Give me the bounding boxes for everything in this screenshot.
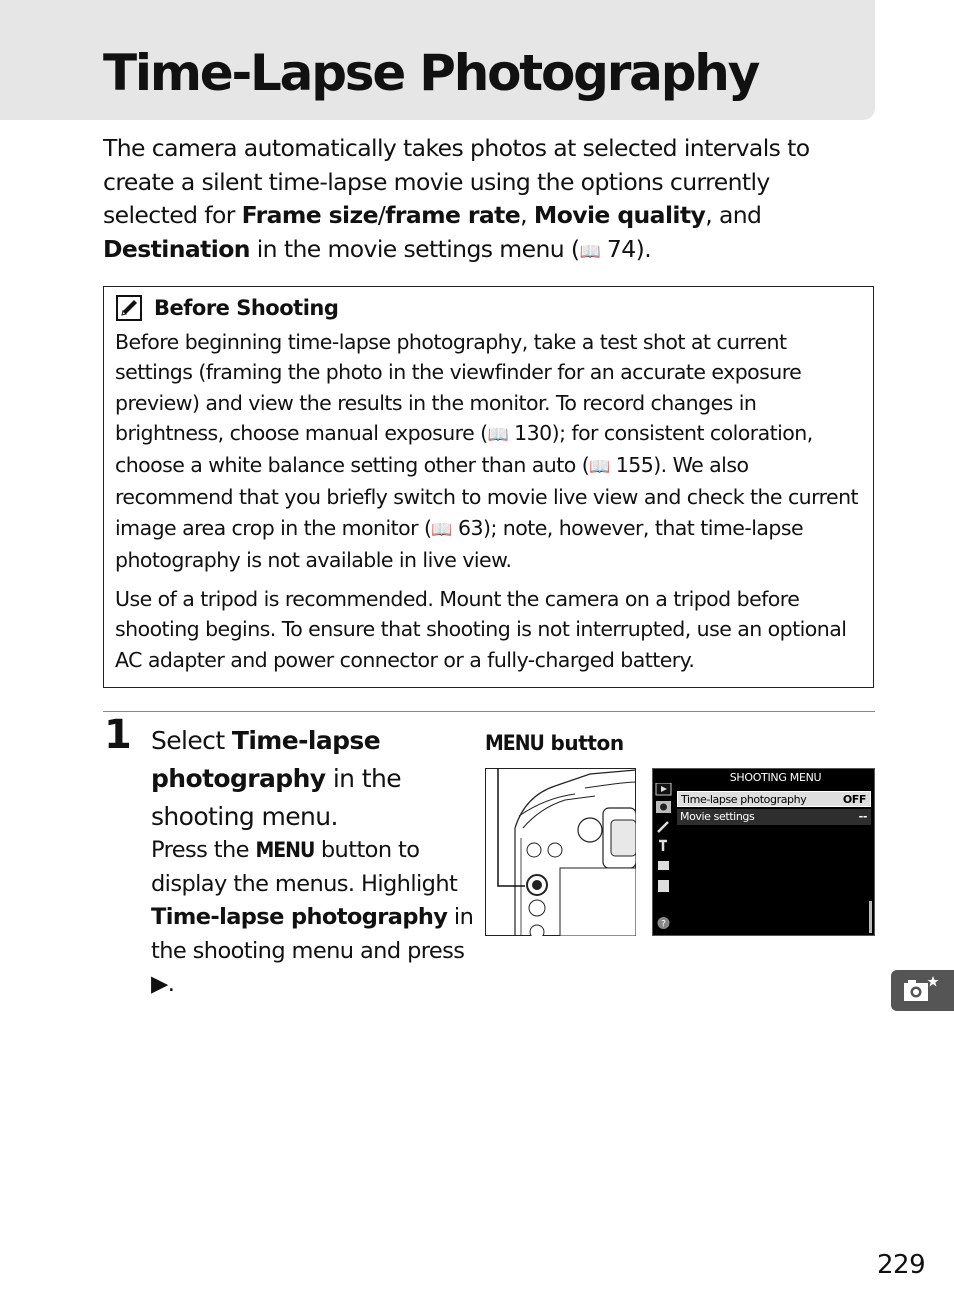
book-icon: 📖 [431, 519, 453, 540]
menu-item-time-lapse-photography[interactable]: Time-lapse photography OFF [677, 791, 871, 807]
menu-button-glyph: MENU [255, 838, 315, 862]
step-number: 1 [104, 712, 132, 758]
note-paragraph-1: Before beginning time-lapse photography, take a test shot at current settings (framing the photo in the viewfinder for an accurate exposure preview) and view the results in the monitor. To record changes in brightness, choose manual exposure (📖 130); for consistent coloration, choose a white balance setting other than auto (📖 155). We also recommend that you briefly switch to movie live view and check the current image area crop in the monitor (📖 63); note, however, that time-lapse photography is not available in live view. [115, 330, 859, 573]
page-ref[interactable]: 74 [606, 234, 636, 263]
page-number: 229 [877, 1250, 926, 1280]
step-instructions: Press the MENU button to display the menus. Highlight Time-lapse photography in the shooting menu and press ▶. [151, 837, 474, 997]
book-icon: 📖 [589, 457, 610, 478]
menu-button-callout: MENU button [485, 731, 624, 755]
shooting-menu-screen [652, 768, 875, 936]
note-title: Before Shooting [154, 296, 339, 320]
camera-star-icon [891, 970, 954, 1011]
page-ref[interactable]: 155 [615, 453, 654, 478]
intro-paragraph: The camera automatically takes photos at selected intervals to create a silent time-lapse movie using the options currently selected for Frame size/frame rate, Movie quality, and Destination in the movie settings menu (📖 74). [103, 134, 810, 263]
page-title: Time-Lapse Photography [103, 44, 759, 102]
page-ref[interactable]: 63 [458, 515, 483, 540]
pencil-icon [116, 295, 142, 321]
chapter-tab[interactable] [891, 970, 954, 1011]
svg-text:?: ? [661, 919, 666, 930]
note-paragraph-2: Use of a tripod is recommended. Mount the camera on a tripod before shooting begins. To ensure that shooting is not interrupted, use an optional AC adapter and power connector or a fully-charged battery. [115, 587, 847, 672]
step-heading: Select Time-lapse photography in the shooting menu. [151, 726, 401, 831]
camera-back-illustration [485, 768, 636, 936]
right-arrow-icon: ▶ [151, 971, 168, 997]
step-divider [103, 711, 875, 712]
scrollbar [869, 901, 872, 933]
menu-item-movie-settings[interactable]: Movie settings -- [677, 809, 871, 825]
page-ref[interactable]: 130 [514, 420, 552, 445]
before-shooting-note [103, 286, 874, 688]
book-icon: 📖 [579, 241, 601, 262]
book-icon: 📖 [487, 424, 509, 445]
screen-title: SHOOTING MENU [729, 771, 822, 784]
menu-tab-icons [653, 783, 675, 933]
